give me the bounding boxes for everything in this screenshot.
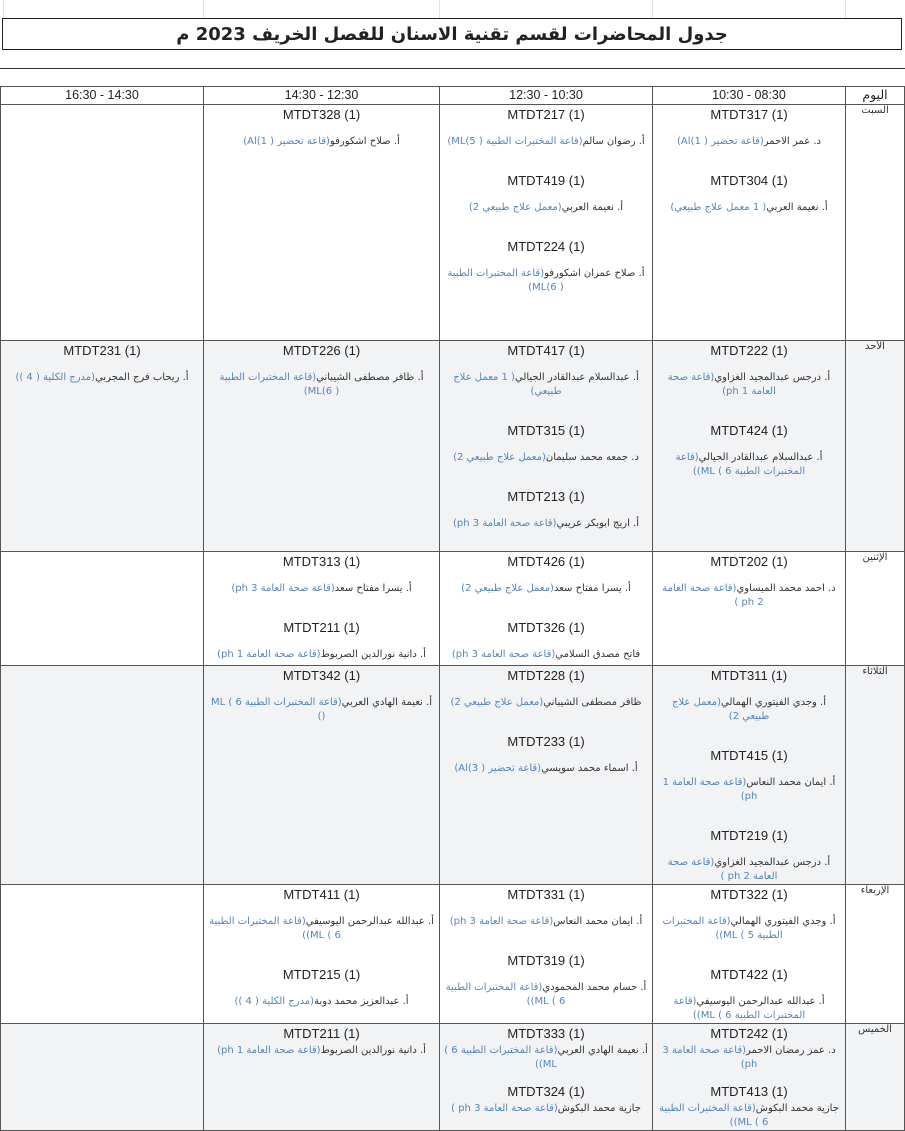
course-code: MTDT424 (1) (710, 423, 788, 438)
course-code: MTDT215 (1) (282, 967, 361, 982)
teacher-name: أ. نعيمة العربي (766, 202, 828, 213)
course-code: MTDT242 (1) (710, 1026, 788, 1041)
slot-cell (204, 1024, 440, 1131)
lecture-details (444, 762, 648, 776)
slot-content (440, 341, 652, 531)
lecture-details (657, 915, 841, 943)
lecture-details (5, 371, 199, 385)
slot-cell (1, 105, 204, 341)
teacher-name: أ. ظافر مصطفى الشيباني (316, 372, 424, 383)
slot-cell (653, 666, 846, 885)
room-name: (قاعة صحة العامة ph 2 ) (662, 583, 764, 608)
course-code: MTDT342 (1) (282, 668, 361, 683)
room-name: ( 1 معمل علاج طبيعي) (670, 202, 767, 213)
teacher-name: د. جمعه محمد سليمان (545, 452, 639, 463)
slot-content (440, 885, 652, 1009)
teacher-name: د. عمر رمضان الاحمر (746, 1045, 836, 1056)
course-code: MTDT222 (1) (710, 343, 788, 358)
room-name: (قاعة تحضير Al(3 )) (454, 763, 542, 774)
slot-cell (204, 885, 440, 1024)
slot-content (653, 552, 845, 610)
teacher-name: أ. ايمان محمد النعاس (746, 777, 836, 788)
room-name: (معمل علاج طبيعي 2) (450, 697, 544, 708)
lecture-details (657, 135, 841, 149)
course-code: MTDT228 (1) (507, 668, 585, 683)
lecture-details (208, 915, 435, 943)
day-label: السبت (846, 105, 905, 341)
course-code: MTDT313 (1) (282, 554, 361, 569)
teacher-name: أ. رضوان سالم (582, 136, 645, 147)
slot-cell (440, 341, 653, 552)
teacher-name: جازية محمد البكوش (755, 1103, 839, 1114)
slot-content (653, 1024, 845, 1130)
course-code: MTDT322 (1) (710, 887, 788, 902)
lecture-details (444, 1044, 648, 1072)
slot-cell (653, 105, 846, 341)
lecture-details (444, 696, 648, 710)
lecture-details (444, 135, 648, 149)
slot-cell (204, 105, 440, 341)
course-code: MTDT211 (1) (283, 1026, 360, 1041)
course-code: MTDT217 (1) (507, 107, 585, 122)
lecture-details (657, 451, 841, 479)
room-name: (قاعة المختبرات الطبية 6 ) ML)) (444, 1045, 558, 1070)
lecture-details (208, 582, 435, 596)
course-code: MTDT211 (1) (283, 620, 360, 635)
room-name: (قاعة المختبرات الطبية 5 ) ML)) (662, 916, 783, 941)
page-title (2, 18, 902, 50)
teacher-name: أ. يسرا مفتاح سعد (553, 583, 631, 594)
slot-cell (204, 341, 440, 552)
grid-line (203, 0, 204, 18)
teacher-name: أ. ايمان محمد النعاس (553, 916, 643, 927)
course-code: MTDT319 (1) (507, 953, 585, 968)
room-name: (معمل علاج طبيعي 2) (453, 452, 546, 463)
day-label: الإثنين (846, 552, 905, 666)
room-name: (قاعة المختبرات الطبية 6 ) ML)) (673, 996, 806, 1021)
slot-header: 10:30 - 12:30 (440, 87, 653, 105)
teacher-name: ظافر مصطفى الشيباني (543, 697, 642, 708)
lecture-details (208, 696, 435, 724)
course-code: MTDT419 (1) (507, 173, 585, 188)
day-column-header: اليوم (846, 87, 905, 105)
course-code: MTDT328 (1) (282, 107, 361, 122)
page-title-text: جدول المحاضرات لقسم تقنية الاسنان للفصل الخريف 2023 م (176, 23, 728, 45)
grid-line (845, 0, 846, 18)
lecture-details (444, 648, 648, 662)
course-code: MTDT413 (1) (710, 1084, 788, 1099)
room-name: (قاعة صحة العامة 3 ph) (453, 518, 557, 529)
teacher-name: أ. درجس عبدالمجيد الغزاوي (714, 857, 831, 868)
room-name: (قاعة صحة العامة ph 1) (667, 372, 776, 397)
room-name: (قاعة المختبرات الطبية ML(6 )) (447, 268, 564, 293)
course-code: MTDT233 (1) (507, 734, 585, 749)
course-code: MTDT415 (1) (710, 748, 788, 763)
room-name: (قاعة المختبرات الطبية ML(5 )) (447, 136, 583, 147)
lecture-details (657, 582, 841, 610)
slot-content (204, 885, 439, 1009)
teacher-name: أ. عبدالسلام عبدالقادر الجيالي (698, 452, 823, 463)
teacher-name: أ. ريحاب فرج المجربي (95, 372, 189, 383)
lecture-details (657, 696, 841, 724)
course-code: MTDT213 (1) (507, 489, 585, 504)
slot-cell (440, 552, 653, 666)
course-code: MTDT411 (1) (283, 887, 360, 902)
course-code: MTDT317 (1) (710, 107, 788, 122)
room-name: (قاعة صحة العامة 3 ph) (451, 649, 556, 660)
room-name: (معمل علاج طبيعي 2) (461, 583, 554, 594)
slot-content (440, 1024, 652, 1116)
lecture-details (208, 135, 435, 149)
slot-content (653, 885, 845, 1023)
header-row (1, 87, 905, 105)
slot-content (440, 666, 652, 776)
slot-cell (440, 105, 653, 341)
room-name: (قاعة المختبرات الطبية ML(6 )) (219, 372, 340, 397)
course-code: MTDT324 (1) (507, 1084, 585, 1099)
teacher-name: أ. صلاح عمران اشكورفو (544, 268, 645, 279)
slot-content (204, 1024, 439, 1058)
teacher-name: أ. عبدالله عبدالرحمن اليوسيفي (696, 996, 825, 1007)
lecture-details (444, 267, 648, 295)
room-name: (قاعة تحضير Al(1 )) (677, 136, 764, 147)
teacher-name: أ. وجدي الفيتوري الهمالي (721, 697, 826, 708)
lecture-details (444, 201, 648, 215)
grid-line (439, 0, 440, 18)
room-name: (مدرج الكلية ( 4 )) (234, 996, 315, 1007)
slot-content (653, 105, 845, 215)
teacher-name: أ. اسماء محمد سويسي (541, 763, 638, 774)
lecture-details (657, 995, 841, 1023)
room-name: (قاعة صحة العامة 3 ph) (231, 583, 335, 594)
slot-cell (653, 885, 846, 1024)
teacher-name: أ. دانية نورالدين الصربوط (320, 649, 426, 660)
lecture-details (444, 371, 648, 399)
slot-content (440, 105, 652, 295)
lecture-details (208, 1044, 435, 1058)
schedule-table (0, 86, 905, 1131)
day-row (1, 552, 905, 666)
slot-content (204, 552, 439, 662)
lecture-details (657, 201, 841, 215)
room-name: (قاعة المختبرات الطبية 6 ) ML)) (659, 1103, 769, 1128)
course-code: MTDT333 (1) (507, 1026, 585, 1041)
slot-cell (440, 1024, 653, 1131)
day-label: الخميس (846, 1024, 905, 1131)
course-code: MTDT417 (1) (507, 343, 585, 358)
teacher-name: أ. نعيمة الهادي العربي (341, 697, 432, 708)
room-name: (قاعة المختبرات الطبية 6 ) ML)) (209, 916, 341, 941)
room-name: ( 1 معمل علاج طبيعي) (453, 372, 562, 397)
room-name: (قاعة المختبرات الطبية 6 ) ML)) (445, 982, 566, 1007)
teacher-name: أ. حسام محمد المحمودي (542, 982, 647, 993)
slot-content (204, 666, 439, 724)
teacher-name: أ. يسرا مفتاح سعد (334, 583, 412, 594)
teacher-name: أ. دانية نورالدين الصربوط (320, 1045, 426, 1056)
lecture-details (444, 451, 648, 465)
day-label: الثلاثاء (846, 666, 905, 885)
teacher-name: أ. نعيمة العربي (561, 202, 624, 213)
day-row (1, 105, 905, 341)
slot-content (204, 341, 439, 399)
slot-cell (653, 1024, 846, 1131)
slot-cell (1, 552, 204, 666)
slot-cell (204, 666, 440, 885)
course-code: MTDT202 (1) (710, 554, 788, 569)
schedule-body (1, 105, 905, 1131)
slot-content (440, 552, 652, 662)
room-name: (مدرج الكلية ( 4 )) (15, 372, 96, 383)
lecture-details (657, 371, 841, 399)
grid-line (3, 0, 4, 18)
slot-cell (653, 552, 846, 666)
slot-header: 14:30 - 16:30 (1, 87, 204, 105)
slot-cell (1, 666, 204, 885)
course-code: MTDT224 (1) (507, 239, 585, 254)
slot-cell (440, 885, 653, 1024)
slot-content (653, 666, 845, 884)
slot-cell (653, 341, 846, 552)
lecture-details (444, 517, 648, 531)
lecture-details (208, 995, 435, 1009)
day-row (1, 1024, 905, 1131)
lecture-details (444, 1102, 648, 1116)
teacher-name: أ. عبدالله عبدالرحمن اليوسيفي (305, 916, 434, 927)
lecture-details (444, 981, 648, 1009)
teacher-name: د. عمر الاحمر (763, 136, 821, 147)
room-name: (قاعة المختبرات الطبية ML ( 6 )) (211, 697, 342, 722)
lecture-details (208, 648, 435, 662)
lecture-details (208, 371, 435, 399)
teacher-name: أ. عبدالعزيز محمد دوبة (314, 996, 409, 1007)
course-code: MTDT231 (1) (63, 343, 141, 358)
room-name: (معمل علاج طبيعي 2) (468, 202, 562, 213)
slot-cell (204, 552, 440, 666)
day-label: الأحد (846, 341, 905, 552)
slot-header: 08:30 - 10:30 (653, 87, 846, 105)
slot-content (653, 341, 845, 479)
teacher-name: أ. وجدي الفيتوري الهمالي (730, 916, 836, 927)
day-row (1, 885, 905, 1024)
lecture-details (657, 856, 841, 884)
room-name: (قاعة صحة العامة ph 2 ) (667, 857, 778, 882)
course-code: MTDT219 (1) (710, 828, 788, 843)
room-name: (قاعة المختبرات الطبية 6 ) ML)) (675, 452, 806, 477)
slot-cell (440, 666, 653, 885)
day-row (1, 666, 905, 885)
slot-cell (1, 341, 204, 552)
slot-cell (1, 885, 204, 1024)
lecture-details (657, 776, 841, 804)
room-name: (قاعة صحة العامة 1 ph) (217, 1045, 321, 1056)
divider (0, 68, 905, 69)
slot-header: 12:30 - 14:30 (204, 87, 440, 105)
room-name: (معمل علاج طبيعي 2) (672, 697, 770, 722)
teacher-name: أ. درجس عبدالمجيد الغزاوي (714, 372, 831, 383)
teacher-name: أ. نعيمة الهادي العربي (557, 1045, 648, 1056)
room-name: (قاعة صحة العامة 1 ph) (217, 649, 321, 660)
course-code: MTDT426 (1) (507, 554, 585, 569)
course-code: MTDT226 (1) (282, 343, 361, 358)
slot-content (1, 341, 203, 385)
course-code: MTDT311 (1) (710, 668, 788, 683)
teacher-name: فاتح مصدق السلامي (555, 649, 641, 660)
course-code: MTDT331 (1) (507, 887, 585, 902)
lecture-details (444, 582, 648, 596)
room-name: (قاعة صحة العامة 1 ph) (662, 777, 758, 802)
room-name: (قاعة صحة العامة 3 ph ) (451, 1103, 558, 1114)
teacher-name: أ. عبدالسلام عبدالقادر الجيالي (514, 372, 639, 383)
course-code: MTDT326 (1) (507, 620, 585, 635)
day-row (1, 341, 905, 552)
room-name: (قاعة صحة العامة 3 ph) (449, 916, 554, 927)
day-label: الإربعاء (846, 885, 905, 1024)
lecture-details (444, 915, 648, 929)
course-code: MTDT304 (1) (710, 173, 788, 188)
slot-cell (1, 1024, 204, 1131)
teacher-name: أ. اريج ابوبكر عريبي (556, 518, 639, 529)
grid-line (652, 0, 653, 18)
lecture-details (657, 1102, 841, 1130)
teacher-name: أ. صلاح اشكورفو (329, 136, 400, 147)
room-name: (قاعة تحضير Al(1 )) (243, 136, 330, 147)
course-code: MTDT422 (1) (710, 967, 788, 982)
course-code: MTDT315 (1) (507, 423, 585, 438)
teacher-name: د. احمد محمد الميساوي (736, 583, 836, 594)
teacher-name: جازية محمد البكوش (557, 1103, 641, 1114)
lecture-details (657, 1044, 841, 1072)
room-name: (قاعة صحة العامة 3 ph) (662, 1045, 758, 1070)
slot-content (204, 105, 439, 149)
